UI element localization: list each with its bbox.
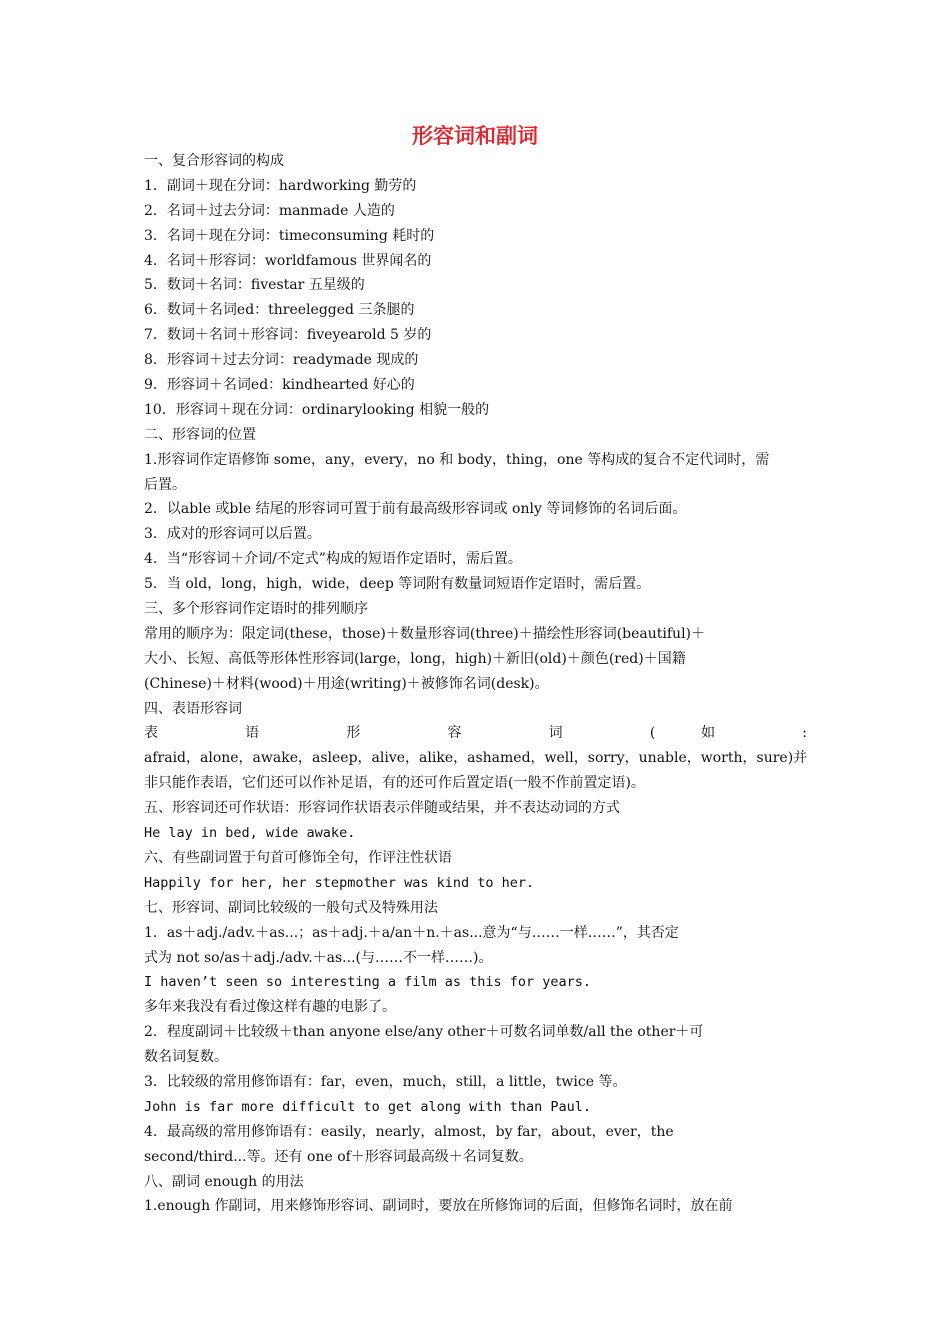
paragraph-line: 5．当 old，long，high，wide，deep 等词附有数量词短语作定语时，需后置。 xyxy=(144,576,651,593)
paragraph-line: 大小、长短、高低等形体性形容词(large，long，high)＋新旧(old)＋颜色(red)＋国籍 xyxy=(144,650,686,667)
paragraph-line: 4．当“形容词＋介词/不定式”构成的短语作定语时，需后置。 xyxy=(144,551,522,568)
list-item: 9．形容词＋名词ed：kindhearted 好心的 xyxy=(144,377,415,394)
section-heading: 八、副词 enough 的用法 xyxy=(144,1173,304,1190)
list-item: 6．数词＋名词ed：threelegged 三条腿的 xyxy=(144,302,415,319)
paragraph-line: 3．比较级的常用修饰语有：far，even，much，still，a little，twice 等。 xyxy=(144,1073,627,1090)
paragraph-line: 3．成对的形容词可以后置。 xyxy=(144,526,321,543)
list-item: 4．名词＋形容词：worldfamous 世界闻名的 xyxy=(144,252,432,269)
list-item: 3．名词＋现在分词：timeconsuming 耗时的 xyxy=(144,227,435,244)
list-item: 10．形容词＋现在分词：ordinarylooking 相貌一般的 xyxy=(144,401,490,418)
example-sentence: Happily for her, her stepmother was kind to her. xyxy=(144,874,535,891)
paragraph-line: (Chinese)＋材料(wood)＋用途(writing)＋被修饰名词(desk)。 xyxy=(144,675,549,692)
list-item: 2．名词＋过去分词：manmade 人造的 xyxy=(144,202,395,219)
paragraph-line: 表 语 形 容 词 ( 如 : xyxy=(144,725,807,742)
example-sentence: I haven’t seen so interesting a film as this for years. xyxy=(144,974,592,991)
paragraph-line: 后置。 xyxy=(144,476,186,493)
paragraph-line: 常用的顺序为：限定词(these，those)＋数量形容词(three)＋描绘性形容词(beautiful)＋ xyxy=(144,625,706,642)
list-item: 7．数词＋名词＋形容词：fiveyearold 5 岁的 xyxy=(144,327,432,344)
paragraph-line: afraid，alone，awake，asleep，alive，alike，ashamed，well，sorry，unable，worth，sure)并 xyxy=(144,750,807,767)
paragraph-line: 2．程度副词＋比较级＋than anyone else/any other＋可数名词单数/all the other＋可 xyxy=(144,1024,704,1041)
document-title: 形容词和副词 xyxy=(412,124,538,148)
example-sentence: He lay in bed, wide awake. xyxy=(144,825,356,842)
section-heading: 四、表语形容词 xyxy=(144,700,242,717)
section-heading: 二、形容词的位置 xyxy=(144,426,256,443)
section-heading: 七、形容词、副词比较级的一般句式及特殊用法 xyxy=(144,899,438,916)
paragraph-line: 1．as＋adj./adv.＋as...；as＋adj.＋a/an＋n.＋as...意为“与……一样……”，其否定 xyxy=(144,924,679,941)
paragraph-line: 式为 not so/as＋adj./adv.＋as...(与……不一样……)。 xyxy=(144,949,493,966)
list-item: 8．形容词＋过去分词：readymade 现成的 xyxy=(144,352,419,369)
paragraph-line: second/third...等。还有 one of＋形容词最高级＋名词复数。 xyxy=(144,1148,533,1165)
example-sentence: John is far more difficult to get along with than Paul. xyxy=(144,1098,592,1115)
list-item: 5．数词＋名词：fivestar 五星级的 xyxy=(144,277,365,294)
paragraph-line: 2．以able 或ble 结尾的形容词可置于前有最高级形容词或 only 等词修饰的名词后面。 xyxy=(144,501,687,518)
document-body xyxy=(144,149,807,1219)
section-heading: 三、多个形容词作定语时的排列顺序 xyxy=(144,601,368,618)
section-heading: 一、复合形容词的构成 xyxy=(144,153,284,169)
section-heading: 五、形容词还可作状语：形容词作状语表示伴随或结果，并不表达动词的方式 xyxy=(144,800,620,817)
example-translation: 多年来我没有看过像这样有趣的电影了。 xyxy=(144,999,396,1016)
paragraph-line: 1.形容词作定语修饰 some，any，every，no 和 body，thing，one 等构成的复合不定代词时，需 xyxy=(144,451,770,468)
list-item: 1．副词＋现在分词：hardworking 勤劳的 xyxy=(144,177,417,194)
paragraph-line: 数名词复数。 xyxy=(144,1049,228,1066)
paragraph-line: 1.enough 作副词，用来修饰形容词、副词时，要放在所修饰词的后面，但修饰名词时，放在前 xyxy=(144,1198,733,1215)
paragraph-line: 4．最高级的常用修饰语有：easily，nearly，almost，by far，about，ever，the xyxy=(144,1123,674,1140)
paragraph-line: 非只能作表语，它们还可以作补足语，有的还可作后置定语(一般不作前置定语)。 xyxy=(144,775,645,792)
section-heading: 六、有些副词置于句首可修饰全句，作评注性状语 xyxy=(144,849,452,866)
